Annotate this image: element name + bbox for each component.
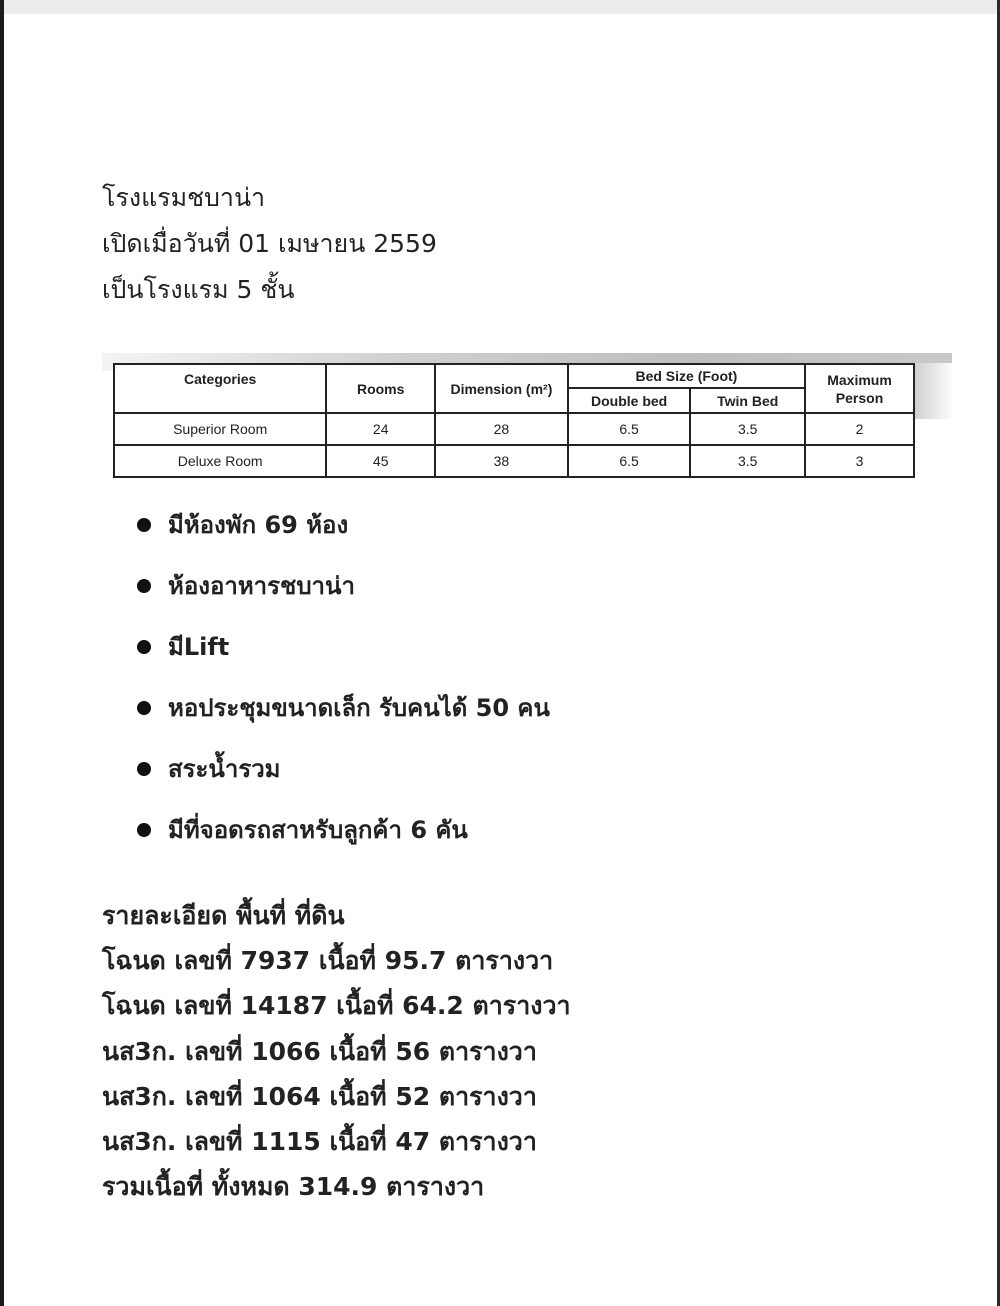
cell-category: Deluxe Room xyxy=(114,445,326,477)
land-ns3k: นส3ก. เลขที่ 1066 เนื้อที่ 56 ตารางวา xyxy=(102,1036,537,1066)
bullet-dot-icon xyxy=(137,518,151,532)
header-categories: Categories xyxy=(114,364,326,413)
bullet-dot-icon xyxy=(137,701,151,715)
land-title-deed: โฉนด เลขที่ 14187 เนื้อที่ 64.2 ตารางวา xyxy=(102,991,571,1021)
floor-count: เป็นโรงแรม 5 ชั้น xyxy=(102,275,295,304)
table-shadow-right xyxy=(914,363,954,419)
cell-dimension: 38 xyxy=(435,445,568,477)
land-ns3k: นส3ก. เลขที่ 1115 เนื้อที่ 47 ตารางวา xyxy=(102,1126,537,1156)
cell-double-bed: 6.5 xyxy=(568,445,691,477)
opening-date: เปิดเมื่อวันที่ 01 เมษายน 2559 xyxy=(102,229,437,258)
amenity-text: มีห้องพัก 69 ห้อง xyxy=(168,511,349,539)
top-strip xyxy=(0,0,1000,14)
land-total-area: รวมเนื้อที่ ทั้งหมด 314.9 ตารางวา xyxy=(102,1172,485,1202)
cell-twin-bed: 3.5 xyxy=(690,445,805,477)
list-item xyxy=(135,625,550,686)
cell-rooms: 24 xyxy=(326,413,435,445)
cell-max-person: 2 xyxy=(805,413,914,445)
list-item xyxy=(135,503,550,564)
amenity-text: มีLift xyxy=(168,633,230,661)
hotel-name: โรงแรมชบาน่า xyxy=(102,183,266,212)
amenity-text: มีที่จอดรถสาหรับลูกค้า 6 คัน xyxy=(168,816,468,844)
amenity-text: สระน้ำรวม xyxy=(168,755,281,783)
bullet-dot-icon xyxy=(137,579,151,593)
cell-rooms: 45 xyxy=(326,445,435,477)
cell-max-person: 3 xyxy=(805,445,914,477)
amenities-list xyxy=(135,503,550,869)
bullet-dot-icon xyxy=(137,762,151,776)
table-row xyxy=(114,445,914,477)
table-row xyxy=(114,413,914,445)
header-double-bed: Double bed xyxy=(568,388,691,413)
cell-twin-bed: 3.5 xyxy=(690,413,805,445)
cell-dimension: 28 xyxy=(435,413,568,445)
header-rooms: Rooms xyxy=(326,364,435,413)
land-details xyxy=(102,893,571,1209)
cell-double-bed: 6.5 xyxy=(568,413,691,445)
list-item xyxy=(135,564,550,625)
list-item xyxy=(135,747,550,808)
list-item xyxy=(135,808,550,869)
amenity-text: ห้องอาหารชบาน่า xyxy=(168,572,355,600)
hotel-header xyxy=(102,175,437,313)
land-details-title: รายละเอียด พื้นที่ ที่ดิน xyxy=(102,901,345,930)
header-twin-bed: Twin Bed xyxy=(690,388,805,413)
header-dimension: Dimension (m²) xyxy=(435,364,568,413)
list-item xyxy=(135,686,550,747)
header-bed-size: Bed Size (Foot) xyxy=(568,364,805,388)
left-border xyxy=(0,0,4,1306)
land-ns3k: นส3ก. เลขที่ 1064 เนื้อที่ 52 ตารางวา xyxy=(102,1081,537,1111)
bullet-dot-icon xyxy=(137,823,151,837)
header-maximum-person: Maximum Person xyxy=(805,364,914,413)
amenity-text: หอประชุมขนาดเล็ก รับคนได้ 50 คน xyxy=(168,694,550,722)
land-title-deed: โฉนด เลขที่ 7937 เนื้อที่ 95.7 ตารางวา xyxy=(102,946,554,976)
bullet-dot-icon xyxy=(137,640,151,654)
cell-category: Superior Room xyxy=(114,413,326,445)
room-table xyxy=(113,363,915,478)
